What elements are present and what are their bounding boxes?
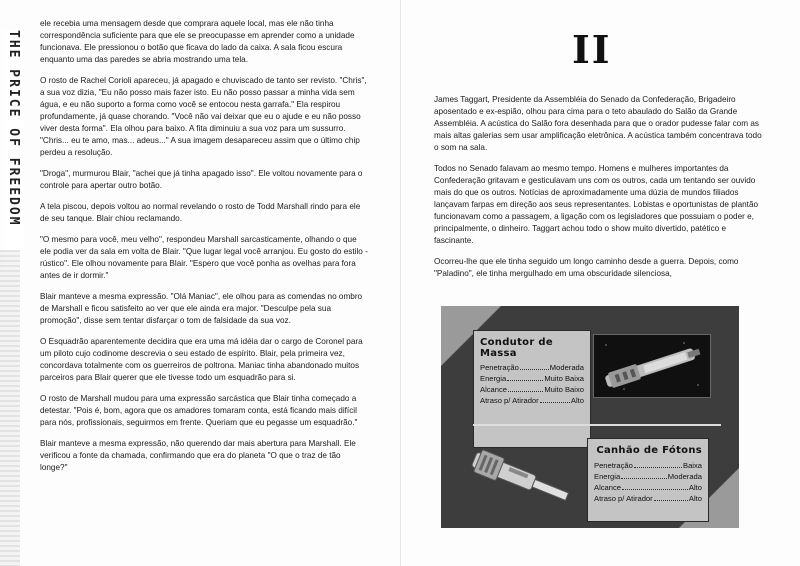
paragraph: Blair manteve a mesma expressão. "Olá Maniac", ele olhou para as comendas no ombro de Marshall e ficou satisfeito ao ver que ele ainda era major. "Desculpe pela sua promoção", disse sem tentar disfarçar o tom de falsidade da sua voz. [40, 292, 363, 325]
stat-row [480, 384, 584, 395]
weapons-panel [441, 306, 739, 528]
right-page [400, 0, 800, 566]
paragraph: O rosto de Marshall mudou para uma expressão sarcástica que Blair tinha começado a detestar. "Pois é, bom, agora que os amadores tomaram conta, está ficando mais difícil para nós, profissionais, seguirmos em frente. Queriam que eu pegasse um esquadrão." [40, 394, 358, 427]
stat-value: Muito Baixa [544, 374, 584, 383]
stat-row [594, 493, 702, 504]
weapon-title-line1: Condutor de [480, 337, 553, 348]
stat-label: Alcance [480, 385, 508, 394]
stat-label: Alcance [594, 483, 622, 492]
stat-row [480, 362, 584, 373]
stat-label: Penetração [594, 461, 633, 470]
left-text-column [40, 18, 368, 483]
paragraph: "Droga", murmurou Blair, "achei que já tinha apagado isso". Ele voltou novamente para o controle para apertar outro botão. [40, 169, 363, 190]
spine-stripe [0, 250, 20, 566]
stat-value: Moderada [667, 472, 702, 481]
paragraph: O Esquadrão aparentemente decidira que era uma má idéia dar o cargo de Coronel para um piloto cujo codinome descrevia o seu estado de espírito. Blair, pela primeira vez, concordava totalmente com os guerreiros de poltrona. Maniac tinha abandonado muitos parceiros para Blair querer que ele tivesse todo um esquadrão para si. [40, 337, 363, 382]
spine-title: THE PRICE OF FREEDOM [6, 30, 21, 227]
chapter-numeral: II [572, 27, 612, 72]
stat-value: Alto [688, 494, 702, 503]
stat-value: Baixa [683, 461, 702, 470]
stat-row [594, 471, 702, 482]
leader-dots [520, 362, 549, 370]
stat-label: Energia [480, 374, 507, 383]
stat-row [594, 460, 702, 471]
weapon-title: Canhão de Fótons [596, 445, 702, 456]
paragraph: "O mesmo para você, meu velho", respondeu Marshall sarcasticamente, olhando o que ele podia ver da sala em volta de Blair. "Que lugar legal você arranjou. Eu gosto do estilo - rústico". Ele olhou novamente para Blair. "Espero que você ponha as ovelhas para fora antes de ir dormir." [40, 235, 368, 280]
right-text-column [434, 94, 764, 289]
stat-value: Alto [570, 396, 584, 405]
stat-row [594, 482, 702, 493]
weapon-title-line2: Massa [480, 348, 517, 359]
leader-dots [622, 482, 688, 490]
leader-dots [621, 471, 667, 479]
stat-value: Moderada [549, 363, 584, 372]
paragraph: Todos no Senado falavam ao mesmo tempo. Homens e mulheres importantes da Confederação gritavam e gesticulavam uns com os outros, cada um tentando ser ouvido mais do que os outros. Notícias de aproximadamente uma dúzia de mundos filiados lançavam farpas em direção aos seus representantes. Lobistas e oportunistas de plantão funcionavam como a passagem, a ligação com os legisladores que possuiam o poder e, principalmente, o dinheiro. Taggart achou todo o show muito divertido, patético e fascinante. [434, 164, 759, 245]
leader-dots [508, 384, 543, 392]
stat-value: Muito Baixo [544, 385, 584, 394]
weapon-card-mass-driver [473, 330, 591, 448]
paragraph: A tela piscou, depois voltou ao normal revelando o rosto de Todd Marshall rindo para ele de seu tanque. Blair chiou reclamando. [40, 202, 361, 223]
stat-label: Energia [594, 472, 621, 481]
paragraph: Blair manteve a mesma expressão, não querendo dar mais abertura para Marshall. Ele verificou a fonte da chamada, confirmando que era do planeta "O que o traz de tão longe?" [40, 439, 356, 472]
paragraph: O rosto de Rachel Corioli apareceu, já apagado e chuviscado de tanto ser revisto. "Chris", a sua voz dizia, "Eu não posso mais fazer isto. Eu não posso passar a minha vida sem água, e eu não suporto a forma como você se entocou nesta garrafa." Ela respirou profundamente, já quase chorando. "Você não vai deixar que eu o ajude e eu não posso viver desta forma". Ela olhou para baixo. A fita diminuiu a sua voz para um sussurro. "Chris... eu te amo, mas... adeus..." A sua imagem desapareceu assim que o último chip perdeu a resolução. [40, 76, 367, 157]
photon-cannon-image [463, 444, 579, 510]
paragraph: James Taggart, Presidente da Assembléia do Senado da Confederação, Brigadeiro aposentado e ex-espião, olhou para cima para o teto abaulado do Salão da Grande Assembléia. A acústica do Salão fora desenhada para que o orador pudesse falar com as mais altas galerias sem usar amplificação eletrônica. A acústica também concentrava todo o som na sala. [434, 95, 762, 152]
paragraph: ele recebia uma mensagem desde que comprara aquele local, mas ele não tinha correspondência suficiente para que ele se preocupasse em aprender como a unidade funcionava. Ele pressionou o botão que ficava do lado da caixa. A sala ficou escura enquanto uma das paredes se abria mostrando uma tela. [40, 19, 355, 64]
paragraph: Ocorreu-lhe que ele tinha seguido um longo caminho desde a guerra. Depois, como "Paladino", ele tinha mergulhado em uma obscuridade silenciosa, [434, 257, 739, 278]
stat-value: Alto [688, 483, 702, 492]
panel-divider [473, 424, 721, 426]
stat-label: Penetração [480, 363, 519, 372]
photon-cannon-illustration [463, 444, 579, 510]
stat-label: Atraso p/ Atirador [594, 494, 653, 503]
weapon-title [480, 337, 590, 359]
weapon-card-photon-cannon [587, 438, 709, 522]
leader-dots [540, 395, 570, 403]
leader-dots [654, 493, 688, 501]
leader-dots [634, 460, 682, 468]
stat-label: Atraso p/ Atirador [480, 396, 539, 405]
stat-row [480, 373, 584, 384]
spine-title-band [4, 30, 24, 270]
stat-row [480, 395, 584, 406]
mass-driver-illustration [594, 335, 710, 397]
leader-dots [507, 373, 543, 381]
mass-driver-image [593, 334, 711, 398]
